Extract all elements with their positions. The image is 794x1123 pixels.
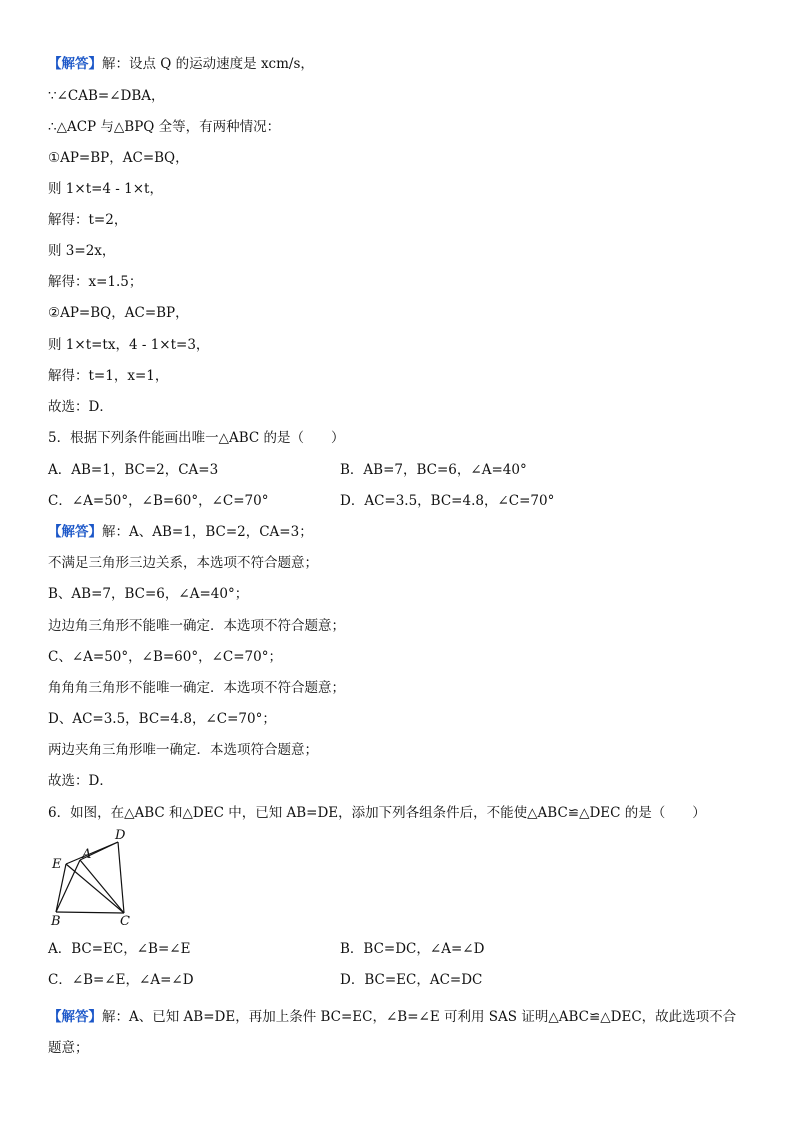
segment-d-c <box>118 842 124 913</box>
label-a: A <box>82 847 92 862</box>
q4-solution-line-11: 解得：t=1，x=1， <box>48 368 169 384</box>
q4-solution-line-6: 解得：t=2， <box>48 212 128 228</box>
label-d: D <box>115 828 126 843</box>
q6-solution: 【解答】解：A、已知 AB=DE，再加上条件 BC=EC，∠B=∠E 可利用 SAS 证明△ABC≌△DEC，故此选项不合题意； <box>48 1009 737 1056</box>
q5-solution-line-7: D、AC=3.5，BC=4.8，∠C=70°； <box>48 711 276 727</box>
q5-option-d: D．AC=3.5，BC=4.8，∠C=70° <box>340 493 555 509</box>
q6-option-c: C．∠B=∠E，∠A=∠D <box>48 972 194 988</box>
label-c: C <box>120 914 130 929</box>
q4-solution-line-8: 解得：x=1.5； <box>48 274 143 290</box>
triangle-figure <box>44 826 144 930</box>
q4-solution-line-1: 【解答】解：设点 Q 的运动速度是 xcm/s， <box>48 56 314 72</box>
q5-solution-line-5: C、∠A=50°，∠B=60°，∠C=70°； <box>48 649 282 665</box>
label-e: E <box>52 857 62 872</box>
solution-tag: 【解答】 <box>48 1009 102 1025</box>
q5-stem: 5．根据下列条件能画出唯一△ABC 的是（ ） <box>48 430 345 446</box>
q5-solution-line-9: 故选：D． <box>48 773 113 789</box>
q5-solution-line-8: 两边夹角三角形唯一确定．本选项符合题意； <box>48 742 318 758</box>
label-b: B <box>51 914 61 929</box>
q4-solution-line-4: ①AP=BP，AC=BQ， <box>48 150 189 166</box>
q5-solution-line-4: 边边角三角形不能唯一确定．本选项不符合题意； <box>48 618 345 634</box>
q4-solution-line-3: ∴△ACP 与△BPQ 全等，有两种情况： <box>48 119 281 135</box>
solution-tag: 【解答】 <box>48 524 102 540</box>
q6-option-a: A．BC=EC，∠B=∠E <box>48 941 191 957</box>
q5-solution-line-3: B、AB=7，BC=6，∠A=40°； <box>48 586 249 602</box>
q4-solution-line-12: 故选：D． <box>48 399 113 415</box>
segment-a-c <box>80 860 124 913</box>
q6-option-b: B．BC=DC，∠A=∠D <box>340 941 485 957</box>
q4-solution-line-2: ∵∠CAB=∠DBA， <box>48 88 165 104</box>
q4-solution-line-9: ②AP=BQ，AC=BP， <box>48 305 189 321</box>
q5-option-c: C．∠A=50°，∠B=60°，∠C=70° <box>48 493 269 509</box>
q4-solution-line-10: 则 1×t=tx，4 - 1×t=3， <box>48 337 210 353</box>
q5-option-b: B．AB=7，BC=6，∠A=40° <box>340 462 527 478</box>
q4-solution-line-5: 则 1×t=4 - 1×t， <box>48 181 163 197</box>
q6-option-d: D．BC=EC，AC=DC <box>340 972 483 988</box>
q5-solution-line-2: 不满足三角形三边关系，本选项不符合题意； <box>48 555 318 571</box>
q6-stem: 6．如图，在△ABC 和△DEC 中，已知 AB=DE，添加下列各组条件后，不能使△ABC≌△DEC 的是（ ） <box>48 805 706 821</box>
segment-b-c <box>56 912 124 913</box>
q5-solution-line-6: 角角角三角形不能唯一确定．本选项不符合题意； <box>48 680 345 696</box>
q5-option-a: A．AB=1，BC=2，CA=3 <box>48 462 219 478</box>
q5-solution-line-1: 【解答】解：A、AB=1，BC=2，CA=3； <box>48 524 313 540</box>
q4-solution-line-7: 则 3=2x， <box>48 243 116 259</box>
solution-tag: 【解答】 <box>48 56 102 72</box>
